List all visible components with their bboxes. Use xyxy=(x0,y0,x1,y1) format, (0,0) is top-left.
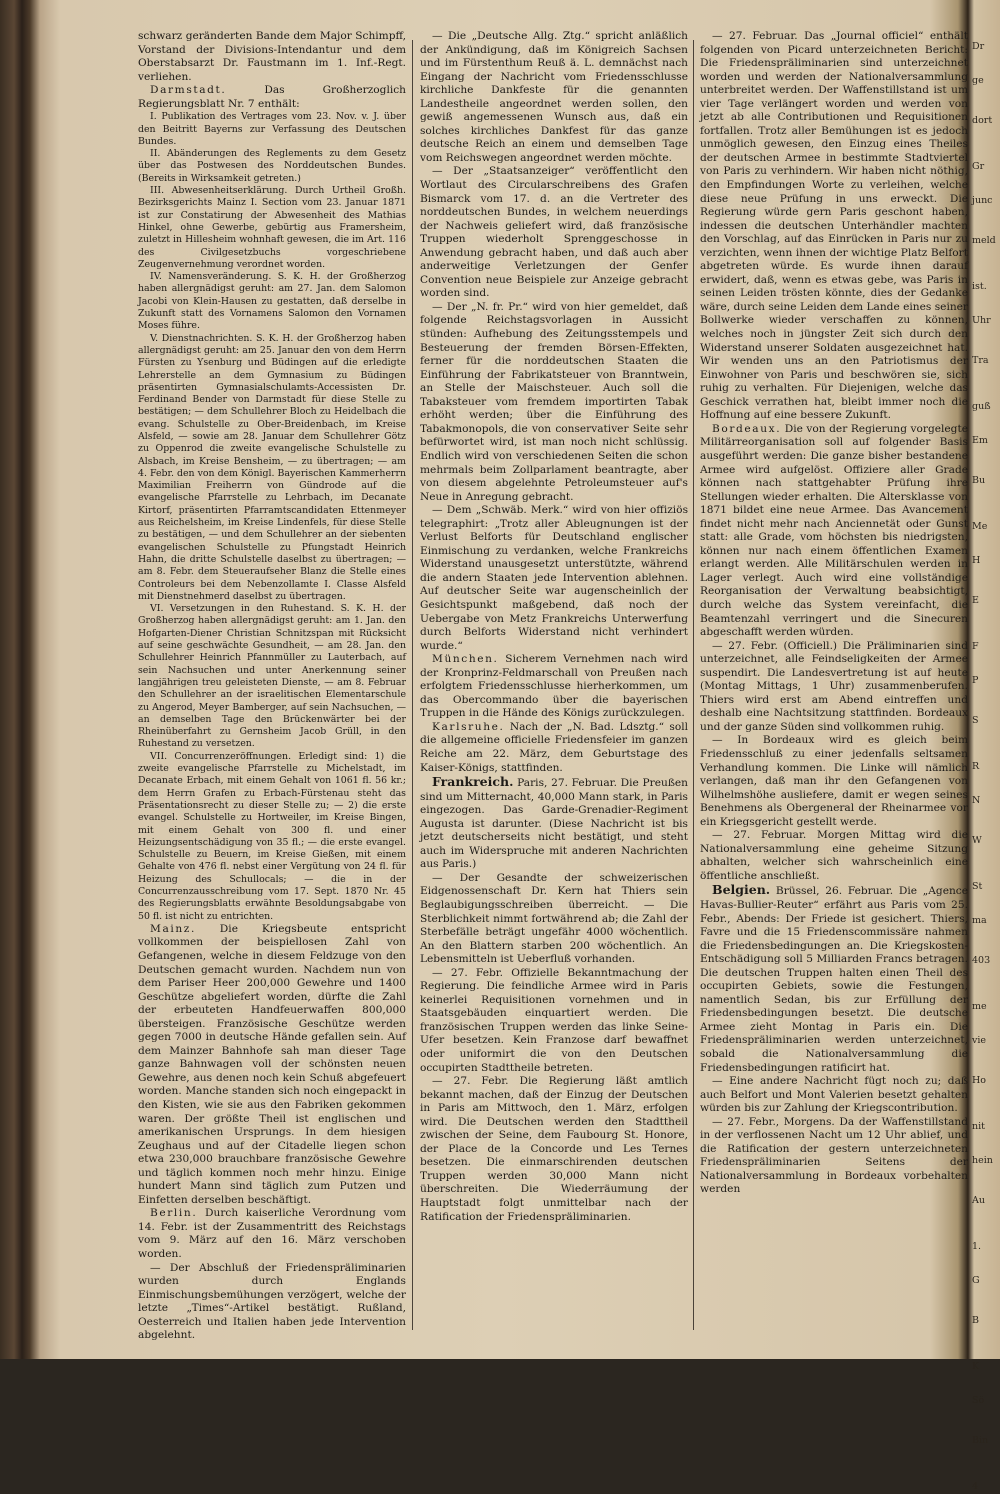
newspaper-page xyxy=(108,30,968,1340)
paragraph: — 27. Februar. Morgen Mittag wird die Nationalversammlung eine geheime Sitzung abhalten, welcher sich wahrscheinlich eine öffentliche anschließt. xyxy=(700,829,968,882)
dateline: Karlsruhe. xyxy=(432,720,505,733)
facing-page-fragment: S xyxy=(972,715,979,726)
facing-page-fragment: R xyxy=(972,761,980,772)
facing-page-fragment: nit xyxy=(972,1121,985,1132)
paragraph: — 27. Febr., Morgens. Da der Waffenstillstand in der verflossenen Nacht um 12 Uhr ablief, und die Ratification der gestern unterzeichneten Friedenspräliminarien Seitens der Nationalversammlung in Bordeaux vorbehalten werden xyxy=(700,1115,968,1196)
facing-page-fragment: G xyxy=(972,1275,980,1286)
facing-page-fragment: P xyxy=(972,675,979,686)
facing-page-fragment: Me xyxy=(972,521,988,532)
paragraph: — Dem „Schwäb. Merk.“ wird von hier offiziös telegraphirt: „Trotz aller Ableugnungen ist der Verlust Belforts für Deutschland englischer Einmischung zu verdanken, welche Frankreichs Widerstand unausgesetzt unterstützte, während die andern Staaten jede Intervention ablehnen. Auf deutscher Seite war augenscheinlich der Gesichtspunkt maßgebend, daß noch der Uebergabe von Metz Frankreichs Unterwerfung durch Belforts Widerstand nicht verhindert wurde.“ xyxy=(420,504,688,652)
facing-page-fragment: junc xyxy=(972,195,993,206)
facing-page-fragment: ge xyxy=(972,75,984,86)
dateline: Bordeaux. xyxy=(712,422,782,435)
paragraph: — Der Gesandte der schweizerischen Eidgenossenschaft Dr. Kern hat Thiers sein Beglaubigungsschreiben überreicht. — Die Sterblichkeit nimmt fortwährend ab; die Zahl der Sterbefälle beträgt ungefähr 4000 wöchentlich. An den Blattern starben 200 wöchentlich. An Lebensmitteln ist Ueberfluß vorhanden. xyxy=(420,871,688,966)
dateline: Darmstadt. xyxy=(150,84,227,97)
dateline: Mainz. xyxy=(150,922,196,935)
paragraph: Karlsruhe. Nach der „N. Bad. Ldsztg.“ soll die allgemeine officielle Friedensfeier im ganzen Reiche am 22. März, dem Geburtstage des Kaiser-Königs, stattfinden. xyxy=(420,720,688,774)
list-item: IV. Namensveränderung. S. K. H. der Großherzog haben allergnädigst geruht: am 27. Jan. dem Salomon Jacobi von Klein-Hausen zu gestatten, daß derselbe in Zukunft statt des Vornamens Salomon den Vornamen Moses führe. xyxy=(138,271,406,332)
paragraph: — 27. Februar. Das „Journal officiel“ enthält folgenden von Picard unterzeichneten Bericht: Die Friedenspräliminarien sind unterzeichnet worden und werden der Nationalversammlung unterbreitet werden. Der Waffenstillstand ist um vier Tage verlängert worden und werden von jetzt ab alle Contributionen und Requisitionen fortfallen. Trotz aller Bemühungen ist es jedoch unmöglich gewesen, den Einzug eines Theiles der deutschen Armee in bestimmte Stadtviertel von Paris zu verhindern. Wir haben nicht nöthig, den Empfindungen Worte zu verleihen, welche diese neue Prüfung in uns erweckt. Die Regierung würde gern Paris geschont haben, indessen die deutschen Unterhändler machten den Vorschlag, auf das Einrücken in Paris nur zu verzichten, wenn ihnen der wichtige Platz Belfort abgetreten würde. Es wurde ihnen darauf erwidert, daß, wenn es etwas gebe, was Paris in seinen Leiden trösten könnte, dies der Gedanke wäre, durch seine Leiden dem Lande eines seiner Bollwerke wieder verschaffen zu können, welches noch in jüngster Zeit sich durch den Widerstand unserer Soldaten ausgezeichnet hat. Wir wenden uns an den Patriotismus der Einwohner von Paris und beschwören sie, sich ruhig zu verhalten. Für Diejenigen, welche das Geschick verrathen hat, bleibt immer noch die Hoffnung auf eine bessere Zukunft. xyxy=(700,30,968,422)
paragraph: Berlin. Durch kaiserliche Verordnung vom 14. Febr. ist der Zusammentritt des Reichstags vom 9. März auf den 16. März verschoben worden. xyxy=(138,1207,406,1260)
paragraph: Bordeaux. Die von der Regierung vorgelegte Militärreorganisation soll auf folgender Basis ausgeführt werden: Die ganze bisher bestandene Armee wird aufgelöst. Offiziere aller Grade können nach stattgehabter Prüfung ihre Stellungen wieder erhalten. Die Altersklasse von 1871 bildet eine neue Armee. Das Avancement findet nicht mehr nach Anciennetät oder Gunst statt: alle Grade, vom höchsten bis niedrigsten, können nur nach einem öffentlichen Examen erlangt werden. Alle Militärschulen werden in Lager verlegt. Auch wird eine vollständige Reorganisation der Verwaltung beabsichtigt, durch welche das System vereinfacht, die Beamtenzahl verringert und die Sinecuren abgeschafft werden würden. xyxy=(700,422,968,639)
facing-page-fragment: meld xyxy=(972,235,996,246)
facing-page-fragment: Em xyxy=(972,435,988,446)
list-item: I. Publikation des Vertrages vom 23. Nov. v. J. über den Beitritt Bayerns zur Verfassung des Deutschen Bundes. xyxy=(138,111,406,147)
paragraph: — Der „N. fr. Pr.“ wird von hier gemeldet, daß folgende Reichstagsvorlagen in Aussicht stünden: Aufhebung des Zeitungsstempels und Besteuerung der fremden Börsen-Effekten, ferner für die norddeutschen Staaten die Einführung der Fabrikatsteuer von Branntwein, an Stelle der Maischsteuer. Auch soll die Tabaksteuer vom fremdem importirten Tabak erhöht werden; über die Einführung des Tabakmonopols, die von conservativer Seite sehr befürwortet wird, ist man noch nicht schlüssig. Endlich wird von verschiedenen Seiten die schon mehrmals beim Zollparlament beantragte, aber von diesem abgelehnte Petroleumsteuer auf's Neue in Anregung gebracht. xyxy=(420,300,688,503)
facing-page-fragment: N xyxy=(972,795,981,806)
list-item: III. Abwesenheitserklärung. Durch Urtheil Großh. Bezirksgerichts Mainz I. Section vom 23. Januar 1871 ist zur Constatirung der Abwesenheit des Mathias Hinkel, ohne Gewerbe, gebürtig aus Framersheim, zuletzt in Hillesheim wohnhaft gewesen, die im Art. 116 des Civilgesetzbuchs vorgeschriebene Zeugenvernehmung verordnet worden. xyxy=(138,185,406,270)
facing-page-fragment: Bu xyxy=(972,475,986,486)
facing-page-fragment: guß xyxy=(972,401,991,412)
column-divider xyxy=(693,40,694,1330)
dateline: Berlin. xyxy=(150,1207,198,1220)
facing-page-fragment: 1. xyxy=(972,1241,982,1252)
column-divider xyxy=(412,40,413,1330)
facing-page-fragment: Bin xyxy=(972,1435,989,1446)
facing-page-fragment: Au xyxy=(972,1195,985,1206)
facing-page-fragment: dort xyxy=(972,115,993,126)
facing-page-fragment: B xyxy=(972,1315,979,1326)
paragraph: — Eine andere Nachricht fügt noch zu; daß auch Belfort und Mont Valerien besetzt gehalten würden bis zur Zahlung der Kriegscontribution. xyxy=(700,1075,968,1115)
list-item: V. Dienstnachrichten. S. K. H. der Großherzog haben allergnädigst geruht: am 25. Januar den von dem Herrn Fürsten zu Ysenburg und Büdingen auf die erledigte Lehrerstelle an dem Gymnasium zu Büdingen präsentirten Gymnasialschulamts-Accessisten Dr. Ferdinand Bender von Darmstadt für diese Stelle zu bestätigen; — dem Schullehrer Bloch zu Heidelbach die evang. Schulstelle zu Ober-Breidenbach, im Kreise Alsfeld, — sowie am 28. Januar dem Schullehrer Götz zu Oppenrod die zweite evangelische Schulstelle zu Alsbach, im Kreise Bensheim, — zu übertragen; — am 4. Febr. den von dem Königl. Bayerischen Kammerherrn Maximilian Freiherrn von Gündrode auf die evangelische Pfarrstelle zu Lehrbach, im Decanate Kirtorf, präsentirten Pfarramtscandidaten Ettenmeyer aus Reichelsheim, im Kreise Lindenfels, für diese Stelle zu bestätigen, — und dem Schullehrer an der siebenten evangelischen Schulstelle zu Pfungstadt Heinrich Hahn, die dritte Schulstelle daselbst zu übertragen; — am 8. Febr. dem Steueraufseher Blanz die Stelle eines Controleurs bei dem Nebenzollamte I. Classe Alsfeld mit Dienstnehmerd daselbst zu übertragen. xyxy=(138,332,406,602)
facing-page-fragment: ist. xyxy=(972,281,987,292)
facing-page-fragment: Ho xyxy=(972,1075,987,1086)
paragraph: schwarz geränderten Bande dem Major Schimpff, Vorstand der Divisions-Intendantur und dem Oberstabsarzt Dr. Faustmann im 1. Inf.-Regt. verliehen. xyxy=(138,30,406,83)
facing-page-fragment: hein xyxy=(972,1155,993,1166)
column-left xyxy=(138,30,406,1342)
facing-page-fragment: H xyxy=(972,555,981,566)
list-item: II. Abänderungen des Reglements zu dem Gesetz über das Postwesen des Norddeutschen Bundes. (Bereits in Wirksamkeit getreten.) xyxy=(138,148,406,184)
facing-page-fragment: Uhr xyxy=(972,315,991,326)
paragraph: — In Bordeaux wird es gleich beim Friedensschluß zu einer jedenfalls seltsamen Verhandlung kommen. Die Linke will nämlich verlangen, daß man ihr den Gefangenen von Wilhelmshöhe ausliefere, damit er wegen seines Benehmens als Obergeneral der Rheinarmee vor ein Kriegsgericht gestellt werde. xyxy=(700,734,968,828)
paragraph: Darmstadt. Das Großherzoglich Regierungsblatt Nr. 7 enthält: xyxy=(138,84,406,110)
facing-page-fragment: ma xyxy=(972,915,987,926)
facing-page-fragment: Sö xyxy=(972,1395,985,1406)
list-item: VII. Concurrenzeröffnungen. Erledigt sind: 1) die zweite evangelische Pfarrstelle zu Michelstadt, im Decanate Erbach, mit einem Gehalt von 1061 fl. 56 kr.; dem Herrn Grafen zu Erbach-Fürstenau steht das Präsentationsrecht zu dieser Stelle zu; — 2) die erste evangel. Schulstelle zu Hortweiler, im Kreise Bingen, mit einem Gehalt von 300 fl. und einer Heizungsentschädigung von 35 fl.; — die erste evangel. Schulstelle zu Beuern, im Kreise Gießen, mit einem Gehalte von 476 fl. nebst einer Vergütung von 24 fl. für Heizung des Schullocals; — die in der Concurrenzausschreibung vom 17. Sept. 1870 Nr. 45 des Regierungsblatts erwähnte Besoldungsabgabe von 50 fl. ist nicht zu entrichten. xyxy=(138,750,406,922)
paragraph: — 27. Febr. Offizielle Bekanntmachung der Regierung. Die feindliche Armee wird in Paris keinerlei Requisitionen vornehmen und in Staatsgebäuden einquartiert werden. Die französischen Truppen werden das linke Seine-Ufer besetzen. Kein Franzose darf bewaffnet oder uniformirt die von den Deutschen occupirten Stadttheile betreten. xyxy=(420,966,688,1074)
list-item: VI. Versetzungen in den Ruhestand. S. K. H. der Großherzog haben allergnädigst geruht: am 1. Jan. den Hofgarten-Diener Christian Schnitzspan mit Rücksicht auf seine geschwächte Gesundheit, — am 28. Jan. den Schullehrer Heinrich Pfannmüller zu Lauterbach, auf sein Nachsuchen und unter Anerkennung seiner langjährigen treu geleisteten Dienste, — am 8. Februar den Schullehrer an der israelitischen Elementarschule zu Angerod, Meyer Bamberger, auf sein Nachsuchen, — an demselben Tage den Brückenwärter bei der Rheinüberfahrt zu Gernsheim Jacob Grüll, in den Ruhestand zu versetzen. xyxy=(138,603,406,750)
paragraph: — Der „Staatsanzeiger“ veröffentlicht den Wortlaut des Circularschreibens des Grafen Bismarck vom 17. d. an die Vertreter des norddeutschen Bundes, in welchem neuerdings der Nachweis geliefert wird, daß französische Truppen wiederholt Sprenggeschosse in Anwendung gebracht haben, und daß auch aber anderweitige Verletzungen der Genfer Convention neue Beispiele zur Anzeige gebracht worden sind. xyxy=(420,165,688,300)
facing-page-fragment: 4 xyxy=(972,1481,979,1492)
facing-page-fragment: vie xyxy=(972,1035,987,1046)
section-heading: Belgien. xyxy=(712,882,771,898)
facing-page-fragment: F xyxy=(972,641,979,652)
facing-page-fragment: me xyxy=(972,1001,987,1012)
paragraph: — Die „Deutsche Allg. Ztg.“ spricht anläßlich der Ankündigung, daß im Königreich Sachsen und im Fürstenthum Reuß ä. L. demnächst nach Eingang der Nachricht vom Friedensschlusse kirchliche Dankfeste für die genannten Landestheile angeordnet werden sollen, den gewiß angemessenen Wunsch aus, daß ein solches kirchliches Dankfest für das ganze deutsche Reich an einem und demselben Tage vom Reichswegen angeordnet werden möchte. xyxy=(420,30,688,164)
facing-page-fragment: Tra xyxy=(972,355,989,366)
paragraph: München. Sicherem Vernehmen nach wird der Kronprinz-Feldmarschall von Preußen nach erfolgtem Friedensschlusse hierherkommen, um das Obercommando über die bayerischen Truppen in die Hände des Königs zurückzulegen. xyxy=(420,653,688,720)
facing-page-fragment: W xyxy=(972,835,982,846)
facing-page-fragment: E xyxy=(972,595,979,606)
paragraph: — Der Abschluß der Friedenspräliminarien wurden durch Englands Einmischungsbemühungen verzögert, welche der letzte „Times“-Artikel bestätigt. Rußland, Oesterreich und Italien haben jede Intervention abgelehnt. xyxy=(138,1261,406,1342)
facing-page-fragment: St xyxy=(972,881,983,892)
section-heading: Frankreich. xyxy=(432,774,514,790)
facing-page-fragment: 403 xyxy=(972,955,991,966)
facing-page-fragment: Gr xyxy=(972,161,985,172)
dateline: München. xyxy=(432,653,499,666)
facing-page-fragment: K xyxy=(972,1361,980,1372)
column-middle xyxy=(420,30,688,1330)
paragraph: Mainz. Die Kriegsbeute entspricht vollkommen der beispiellosen Zahl von Gefangenen, welche in diesem Feldzuge von den Deutschen gemacht wurden. Nachdem nun von dem Pariser Heer 200,000 Gewehre und 1400 Geschütze abgeliefert worden, dürfte die Zahl der erbeuteten Handfeuerwaffen 800,000 übersteigen. Französische Geschütze werden gegen 7000 in deutsche Hände gefallen sein. Auf dem Mainzer Bahnhofe sah man dieser Tage ganze Bahnwagen voll der schönsten neuen Gewehre, aus denen noch kein Schuß abgefeuert worden. Manche standen sich noch eingepackt in den Kisten, wie sie aus den Fabriken gekommen waren. Der größte Theil ist englischen und amerikanischen Ursprungs. In dem hiesigen Zeughaus und auf der Citadelle liegen schon etwa 230,000 brauchbare französische Gewehre und täglich kommen noch mehr hinzu. Einige hundert Mann sind täglich zum Putzen und Einfetten derselben beschäftigt. xyxy=(138,922,406,1206)
column-right xyxy=(700,30,968,1330)
paragraph: — 27. Febr. (Officiell.) Die Präliminarien sind unterzeichnet, alle Feindseligkeiten der Armee suspendirt. Die Landesvertretung ist auf heute (Montag Mittags, 1 Uhr) zusammenberufen. Thiers wird erst am Abend eintreffen und deshalb eine Nachtsitzung stattfinden. Bordeaux und der ganze Süden sind vollkommen ruhig. xyxy=(700,639,968,733)
paragraph: Frankreich. Paris, 27. Februar. Die Preußen sind um Mitternacht, 40,000 Mann stark, in Paris eingezogen. Das Garde-Grenadier-Regiment Augusta ist darunter. (Diese Nachricht ist bis jetzt deutscherseits nicht bestätigt, und steht auch im Widerspruche mit anderen Nachrichten aus Paris.) xyxy=(420,774,688,871)
paragraph: Belgien. Brüssel, 26. Februar. Die „Agence Havas-Bullier-Reuter“ erfährt aus Paris vom 25. Febr., Abends: Der Friede ist gesichert. Thiers, Favre und die 15 Friedenscommissäre nahmen die Friedensbedingungen an. Die Kriegskosten-Entschädigung soll 5 Milliarden Francs betragen. Die deutschen Truppen halten einen Theil des occupirten Gebiets, sowie die Festungen, namentlich Sedan, bis zur Erfüllung der Friedensbedingungen besetzt. Die deutsche Armee zieht Montag in Paris ein. Die Friedenspräliminarien werden unterzeichnet, sobald die Nationalversammlung die Friedensbedingungen ratificirt hat. xyxy=(700,882,968,1074)
paragraph: — 27. Febr. Die Regierung läßt amtlich bekannt machen, daß der Einzug der Deutschen in Paris am Mittwoch, den 1. März, erfolgen wird. Die Deutschen werden den Stadttheil zwischen der Seine, dem Faubourg St. Honore, der Place de la Concorde und Les Ternes besetzen. Die einmarschirenden deutschen Truppen werden 30,000 Mann nicht überschreiten. Die Wiederräumung der Hauptstadt folgt unmittelbar nach der Ratification der Friedenspräliminarien. xyxy=(420,1075,688,1223)
facing-page-fragment: Dr xyxy=(972,41,985,52)
facing-page-edge xyxy=(972,40,1000,1492)
